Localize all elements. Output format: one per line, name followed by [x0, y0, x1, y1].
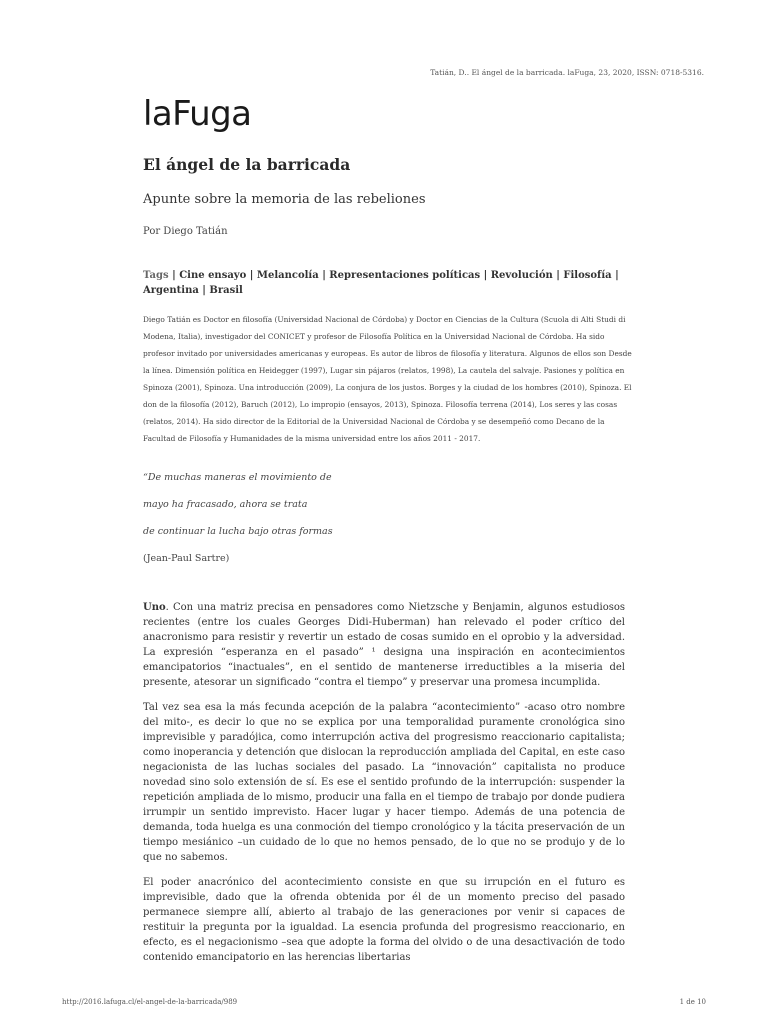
article-byline: Por Diego Tatián: [143, 226, 228, 237]
section-lead: Uno: [143, 602, 166, 613]
article-title: El ángel de la barricada: [143, 155, 351, 174]
author-bio: Diego Tatián es Doctor en filosofía (Universidad Nacional de Córdoba) y Doctor en Ciencias de la Cultura (Scuola di Alti Studi di Modena, Italia), investigador del CONICET y profesor de Filosofía Política en la Universidad Nacional de Córdoba. Ha sido profesor invitado por universidades americanas y europeas. Es autor de libros de filosofía y literatura. Algunos de ellos son Desde la línea. Dimensión política en Heidegger (1997), Lugar sin pájaros (relatos, 1998), La cautela del salvaje. Pasiones y política en Spinoza (2001), Spinoza. Una introducción (2009), La conjura de los justos. Borges y la ciudad de los hombres (2010), Spinoza. El don de la filosofía (2012), Baruch (2012), Lo impropio (ensayos, 2013), Spinoza. Filosofía terrena (2014), Los seres y las cosas (relatos, 2014). Ha sido director de la Editorial de la Universidad Nacional de Córdoba y se desempeñó como Decano de la Facultad de Filosofía y Humanidades de la misma universidad entre los años 2011 - 2017.: [143, 315, 632, 443]
tags-label: Tags: [143, 270, 169, 281]
epigraph: [143, 472, 333, 564]
epigraph-line: “De muchas maneras el movimiento de: [143, 472, 332, 483]
article-body: [143, 600, 625, 975]
footer-url: http://2016.lafuga.cl/el-angel-de-la-barricada/989: [62, 998, 238, 1006]
body-paragraph: El poder anacrónico del acontecimiento consiste en que su irrupción en el futuro es imprevisible, dado que la ofrenda obtenida por él de un momento preciso del pasado permanece siempre allí, abierto al trabajo de las generaciones por venir si capaces de restituir la pregunta por la igualdad. La esencia profunda del progresismo reaccionario, en efecto, es el negacionismo –sea que adopte la forma del olvido o de una desactivación de todo contenido emancipatorio en las herencias libertarias: [143, 877, 625, 963]
lafuga-logo: laFuga: [143, 94, 252, 134]
tags-values: | Cine ensayo | Melancolía | Representaciones políticas | Revolución | Filosofía | Argentina | Brasil: [143, 270, 619, 296]
tags-list: [143, 268, 623, 298]
epigraph-line: mayo ha fracasado, ahora se trata: [143, 499, 308, 510]
citation-header: Tatián, D.. El ángel de la barricada. laFuga, 23, 2020, ISSN: 0718-5316.: [430, 68, 704, 77]
paragraph-text: . Con una matriz precisa en pensadores como Nietzsche y Benjamin, algunos estudiosos recientes (entre los cuales Georges Didi-Huberman) han relevado el poder crítico del anacronismo para resistir y revertir un estado de cosas sumido en el oprobio y la adversidad. La expresión “esperanza en el pasado” ¹ designa una inspiración en acontecimientos emancipatorios “inactuales”, en el sentido de mantenerse irreductibles a la miseria del presente, atesorar un significado “contra el tiempo” y preservar una promesa incumplida.: [143, 602, 625, 688]
article-subtitle: Apunte sobre la memoria de las rebeliones: [143, 192, 426, 207]
body-paragraph: Tal vez sea esa la más fecunda acepción de la palabra “acontecimiento” -acaso otro nombre del mito-, es decir lo que no se explica por una temporalidad puramente cronológica sino imprevisible y paradójica, como interrupción activa del progresismo reaccionario capitalista; como inoperancia y detención que dislocan la reproducción ampliada del Capital, en este caso negacionista de las luchas sociales del pasado. La “innovación” capitalista no produce novedad sino solo extensión de sí. Es ese el sentido profundo de la interrupción: suspender la repetición ampliada de lo mismo, producir una falla en el tiempo de trabajo por donde pudiera irrumpir un sentido imprevisto. Hacer lugar y hacer tiempo. Además de una potencia de demanda, toda huelga es una conmoción del tiempo cronológico y la tácita preservación de un tiempo mesiánico –un cuidado de lo que no hemos pensado, de lo que no se produjo y de lo que no sabemos.: [143, 702, 625, 863]
body-paragraph: [143, 600, 625, 690]
page-number: 1 de 10: [679, 998, 706, 1006]
epigraph-line: de continuar la lucha bajo otras formas: [143, 526, 333, 537]
epigraph-author: (Jean-Paul Sartre): [143, 553, 230, 564]
